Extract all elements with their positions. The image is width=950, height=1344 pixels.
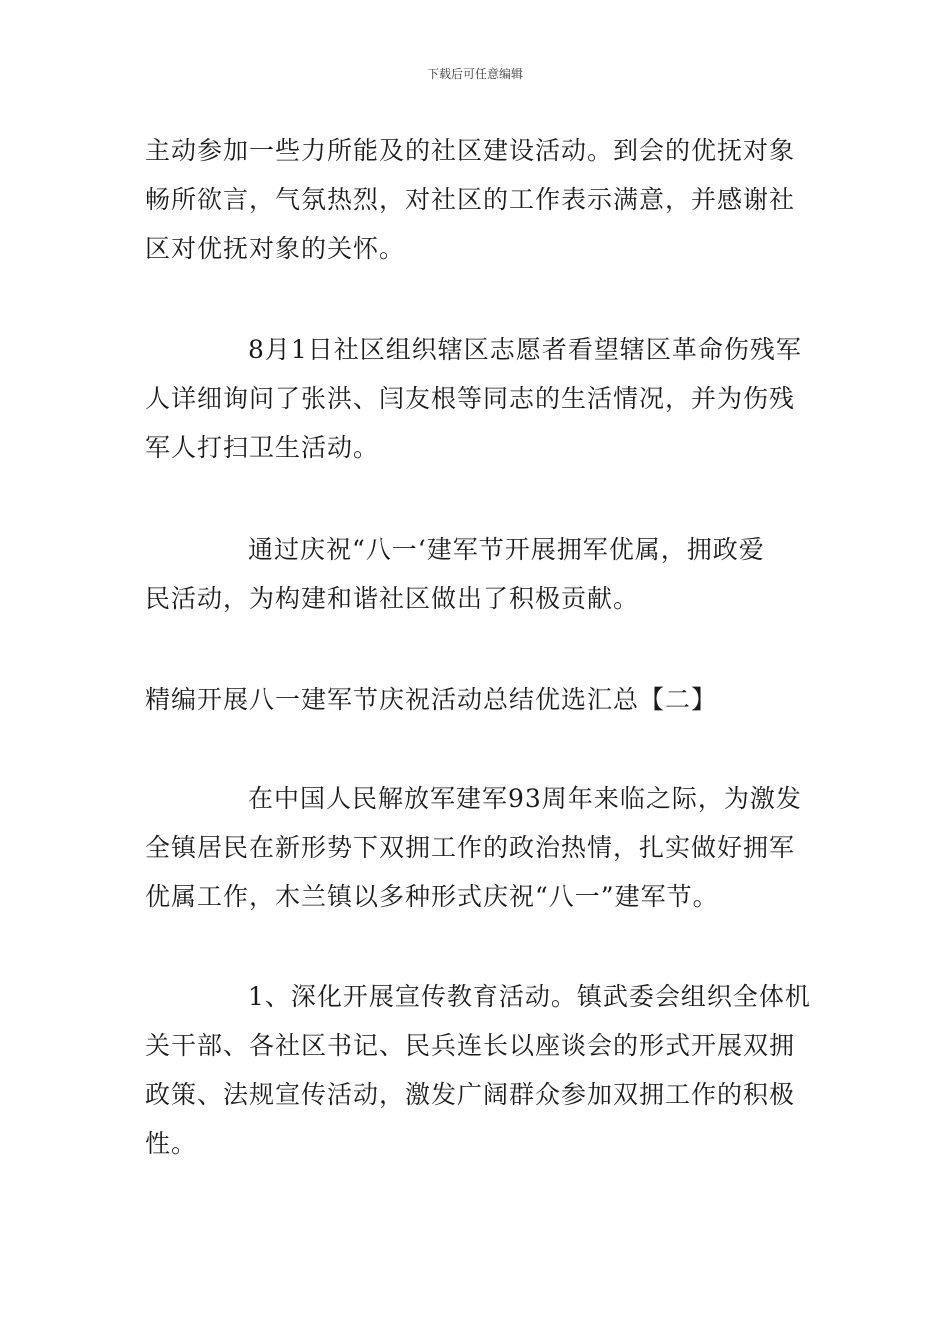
paragraph-conclusion bbox=[145, 525, 810, 623]
text-line: 全镇居民在新形势下双拥工作的政治热情，扎实做好拥军 bbox=[145, 833, 796, 862]
paragraph-august-visit bbox=[145, 325, 810, 472]
paragraph-continuation bbox=[145, 126, 810, 273]
text-line: 政策、法规宣传活动，激发广阔群众参加双拥工作的积极 bbox=[145, 1080, 796, 1109]
paragraph-intro-two bbox=[145, 774, 810, 921]
text-line: 民活动，为构建和谐社区做出了积极贡献。 bbox=[145, 584, 640, 613]
text-line: 主动参加一些力所能及的社区建设活动。到会的优抚对象 bbox=[145, 136, 796, 165]
text-line: 军人打扫卫生活动。 bbox=[145, 433, 380, 462]
text-line: 8月1日社区组织辖区志愿者看望辖区革命伤残军 bbox=[248, 335, 802, 364]
text-line: 在中国人民解放军建军93周年来临之际，为激发 bbox=[248, 784, 802, 813]
page-header: 下载后可任意编辑 bbox=[426, 67, 523, 81]
text-line: 通过庆祝“八一‘建军节开展拥军优属，拥政爱 bbox=[248, 535, 765, 564]
text-line: 人详细询问了张洪、闫友根等同志的生活情况，并为伤残 bbox=[145, 384, 796, 413]
section-heading bbox=[145, 675, 810, 724]
text-line: 畅所欲言，气氛热烈，对社区的工作表示满意，并感谢社 bbox=[145, 185, 796, 214]
text-line: 优属工作，木兰镇以多种形式庆祝“八一”建军节。 bbox=[145, 882, 719, 911]
section-title: 精编开展八一建军节庆祝活动总结优选汇总【二】 bbox=[145, 685, 718, 714]
text-line: 1、深化开展宣传教育活动。镇武委会组织全体机 bbox=[248, 982, 811, 1011]
text-line: 区对优抚对象的关怀。 bbox=[145, 234, 406, 263]
text-line: 性。 bbox=[145, 1129, 198, 1158]
text-line: 关干部、各社区书记、民兵连长以座谈会的形式开展双拥 bbox=[145, 1031, 796, 1060]
paragraph-item-one bbox=[145, 972, 810, 1168]
